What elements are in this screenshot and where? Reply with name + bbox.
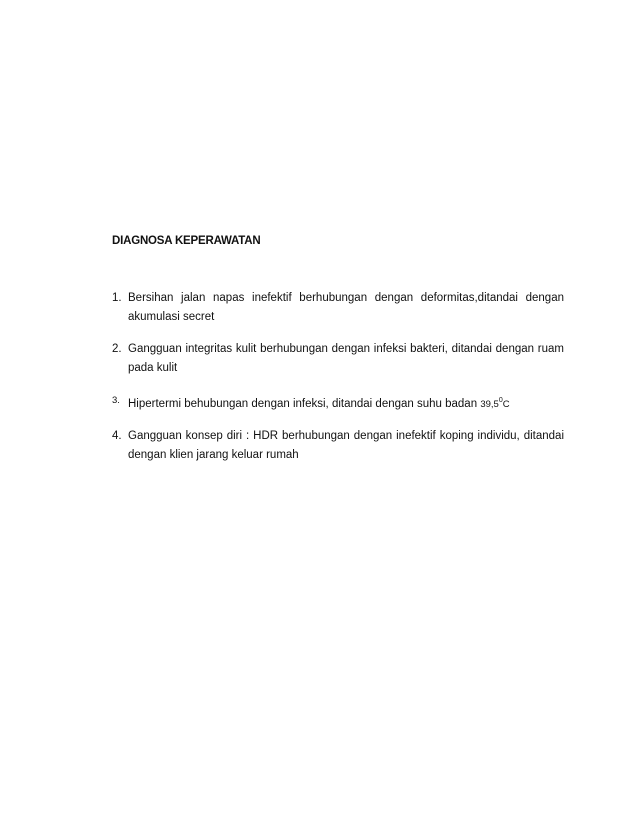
diagnosis-list (112, 289, 564, 465)
item-text: Hipertermi behubungan dengan infeksi, ditandai dengan suhu badan (128, 398, 478, 410)
item-text: Bersihan jalan napas inefektif berhubungan dengan deformitas,ditandai dengan akumulasi secret (128, 292, 564, 323)
list-item (112, 391, 564, 414)
item-text-wrapper (128, 391, 564, 414)
item-number: 2. (112, 343, 122, 355)
temperature-value: 39,5 (480, 399, 499, 410)
list-item (112, 427, 564, 465)
item-text: Gangguan konsep diri : HDR berhubungan dengan inefektif koping individu, ditandai dengan klien jarang keluar rumah (128, 430, 564, 461)
item-text: Gangguan integritas kulit berhubungan dengan infeksi bakteri, ditandai dengan ruam pada kulit (128, 343, 564, 374)
temperature-unit: C (502, 399, 510, 410)
list-item (112, 340, 564, 378)
degree-superscript: 0 (498, 397, 503, 404)
section-heading: DIAGNOSA KEPERAWATAN (112, 235, 261, 247)
list-item (112, 289, 564, 327)
document-content (112, 233, 564, 478)
item-number: 4. (112, 430, 122, 442)
item-number: 3. (112, 395, 120, 406)
item-number: 1. (112, 292, 122, 304)
